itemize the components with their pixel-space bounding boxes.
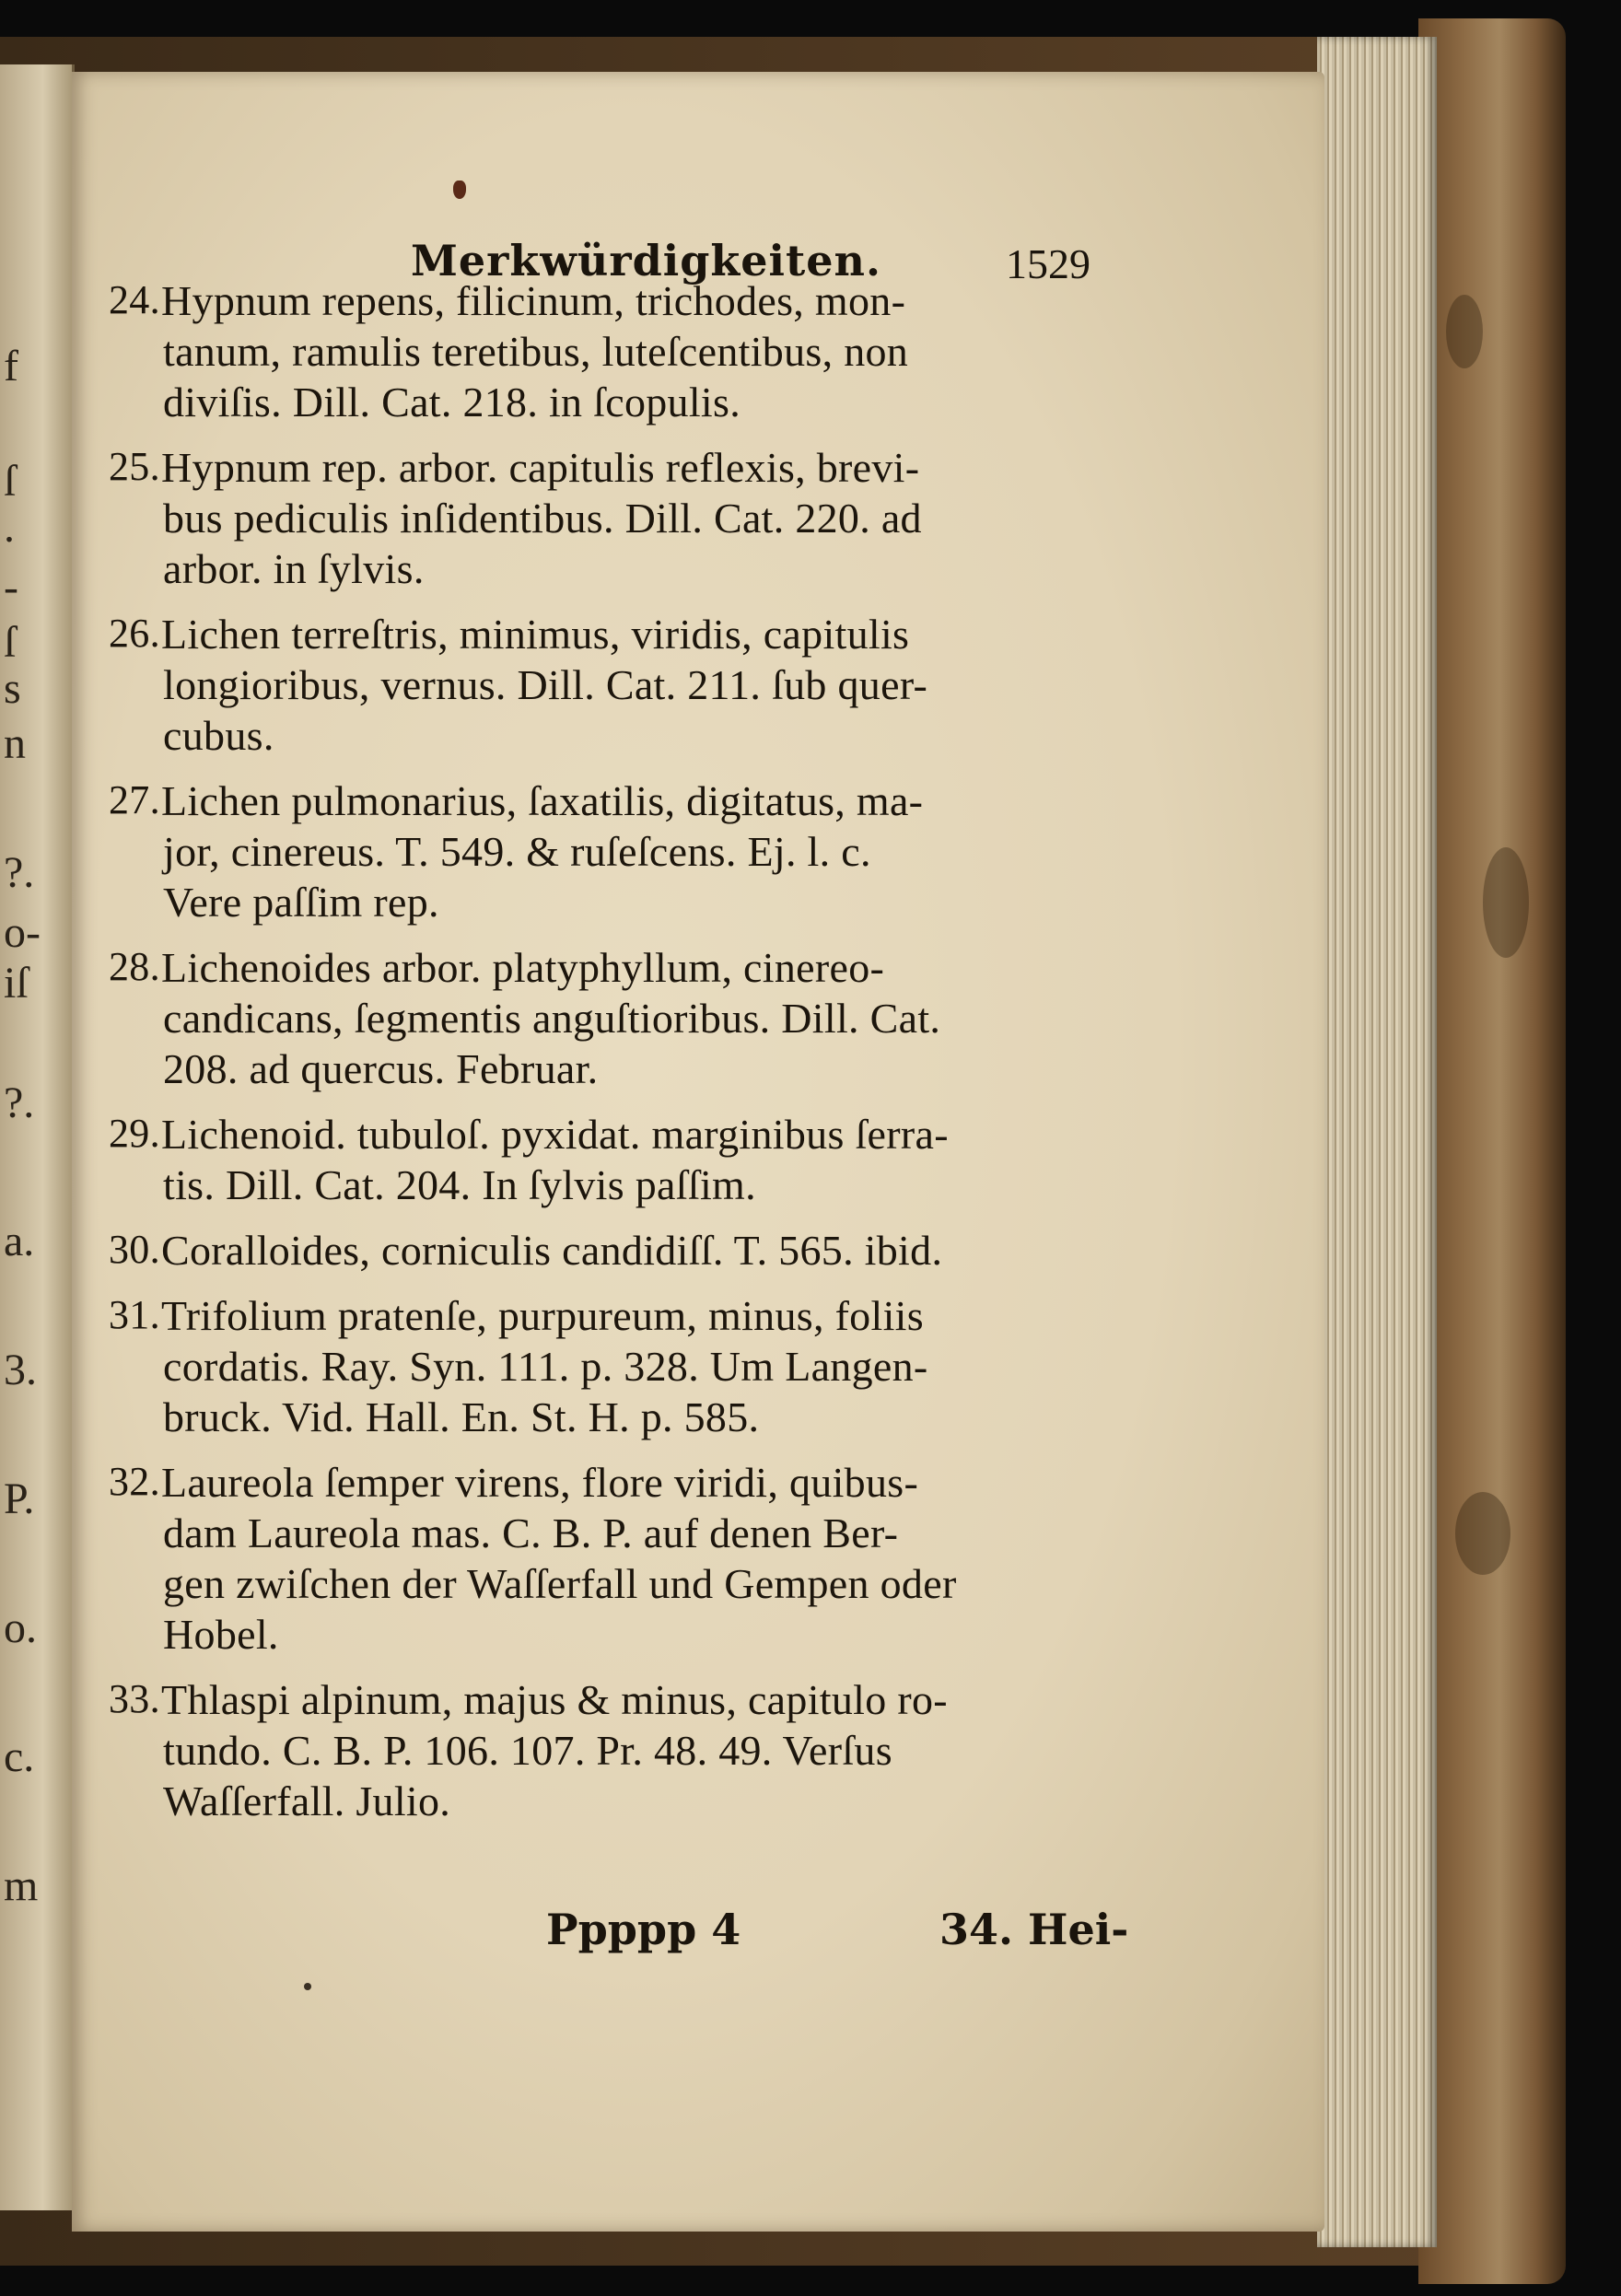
entry-line: cordatis. Ray. Syn. 111. p. 328. Um Langen- [163,1343,928,1390]
left-page-fragment: - [4,563,18,612]
entry-line: gen zwiſchen der Waſſerfall und Gempen oder [163,1560,957,1607]
entry-line: Lichen terreſtris, minimus, viridis, capitulis [161,611,910,658]
entry-line: Hypnum repens, filicinum, trichodes, mon- [161,277,906,324]
entry-line: Laureola ſemper virens, flore viridi, quibus- [161,1459,919,1506]
entry-line: bus pediculis inſidentibus. Dill. Cat. 220. ad [163,495,922,542]
entry-number: 26. [109,611,160,656]
left-page-fragment: n [4,719,26,768]
left-page-fragment: . [4,503,15,552]
entry-line: Trifolium pratenſe, purpureum, minus, foliis [161,1292,924,1339]
page-number: 1529 [1006,240,1090,287]
right-page [72,72,1324,2232]
entry-line: tanum, ramulis teretibus, luteſcentibus, non [163,328,909,375]
left-page-fragment: 3. [4,1346,37,1394]
left-page-fragment: s [4,664,21,713]
entry-number: 32. [109,1459,160,1504]
entry-line: Vere paſſim rep. [163,879,439,926]
left-page-fragment: o- [4,908,41,957]
entry-line: Lichen pulmonarius, ſaxatilis, digitatus, ma- [161,777,924,824]
entry-number: 27. [109,777,160,822]
entry-line: Thlaspi alpinum, majus & minus, capitulo ro- [161,1676,948,1723]
entry-line: Waſſerfall. Julio. [163,1777,451,1824]
entry-line: cubus. [163,712,274,759]
entry-line: Lichenoides arbor. platyphyllum, cinereo- [161,944,885,991]
entry-line: dam Laureola mas. C. B. P. auf denen Ber- [163,1509,899,1556]
entry-line: Hobel. [163,1611,279,1658]
entry-line: jor, cinereus. T. 549. & ruſeſcens. Ej. l. c. [163,828,871,875]
left-page-fragment: c. [4,1732,35,1781]
entry-line: Coralloides, corniculis candidiſſ. T. 565. ibid. [161,1227,943,1274]
ink-spot [453,181,466,199]
entry-line: longioribus, vernus. Dill. Cat. 211. ſub quer- [163,661,928,708]
left-page-fragment: ſ [4,457,17,506]
entry-number: 31. [109,1292,160,1337]
entry-line: candicans, ſegmentis anguſtioribus. Dill. Cat. [163,995,941,1042]
entry-line: diviſis. Dill. Cat. 218. in ſcopulis. [163,379,741,425]
entry-number: 24. [109,277,160,322]
catchword: 34. Hei- [939,1905,1129,1954]
left-page-fragment: f [4,342,18,390]
signature-mark: Ppppp 4 [546,1905,741,1954]
page-footer [72,1905,1324,1960]
entry-number: 25. [109,444,160,489]
entry-line: 208. ad quercus. Februar. [163,1045,599,1092]
entry-line: tis. Dill. Cat. 204. In ſylvis paſſim. [163,1161,756,1208]
left-page-fragment: ?. [4,1078,35,1127]
left-page-fragment: m [4,1861,39,1910]
left-page-fragment: o. [4,1603,37,1652]
entry-line: arbor. in ſylvis. [163,545,425,592]
left-page-margin [0,64,75,2210]
left-page-fragment: P. [4,1474,35,1523]
left-page-fragment: iſ [4,959,29,1008]
book-spine [1418,18,1566,2284]
left-page-fragment: ſ [4,618,17,667]
page-edges [1317,37,1437,2247]
entry-number: 28. [109,944,160,989]
left-page-fragment: ?. [4,848,35,897]
entry-line: tundo. C. B. P. 106. 107. Pr. 48. 49. Verſus [163,1727,892,1774]
left-page-fragment: a. [4,1217,35,1265]
entry-line: Lichenoid. tubuloſ. pyxidat. marginibus ſerra- [161,1111,949,1158]
entry-line: Hypnum rep. arbor. capitulis reflexis, brevi- [161,444,920,491]
ink-speck [304,1983,311,1990]
entry-number: 29. [109,1111,160,1156]
entry-number: 33. [109,1676,160,1721]
entry-line: bruck. Vid. Hall. En. St. H. p. 585. [163,1393,760,1440]
running-title: Merkwürdigkeiten. [411,236,881,286]
entry-number: 30. [109,1227,160,1272]
